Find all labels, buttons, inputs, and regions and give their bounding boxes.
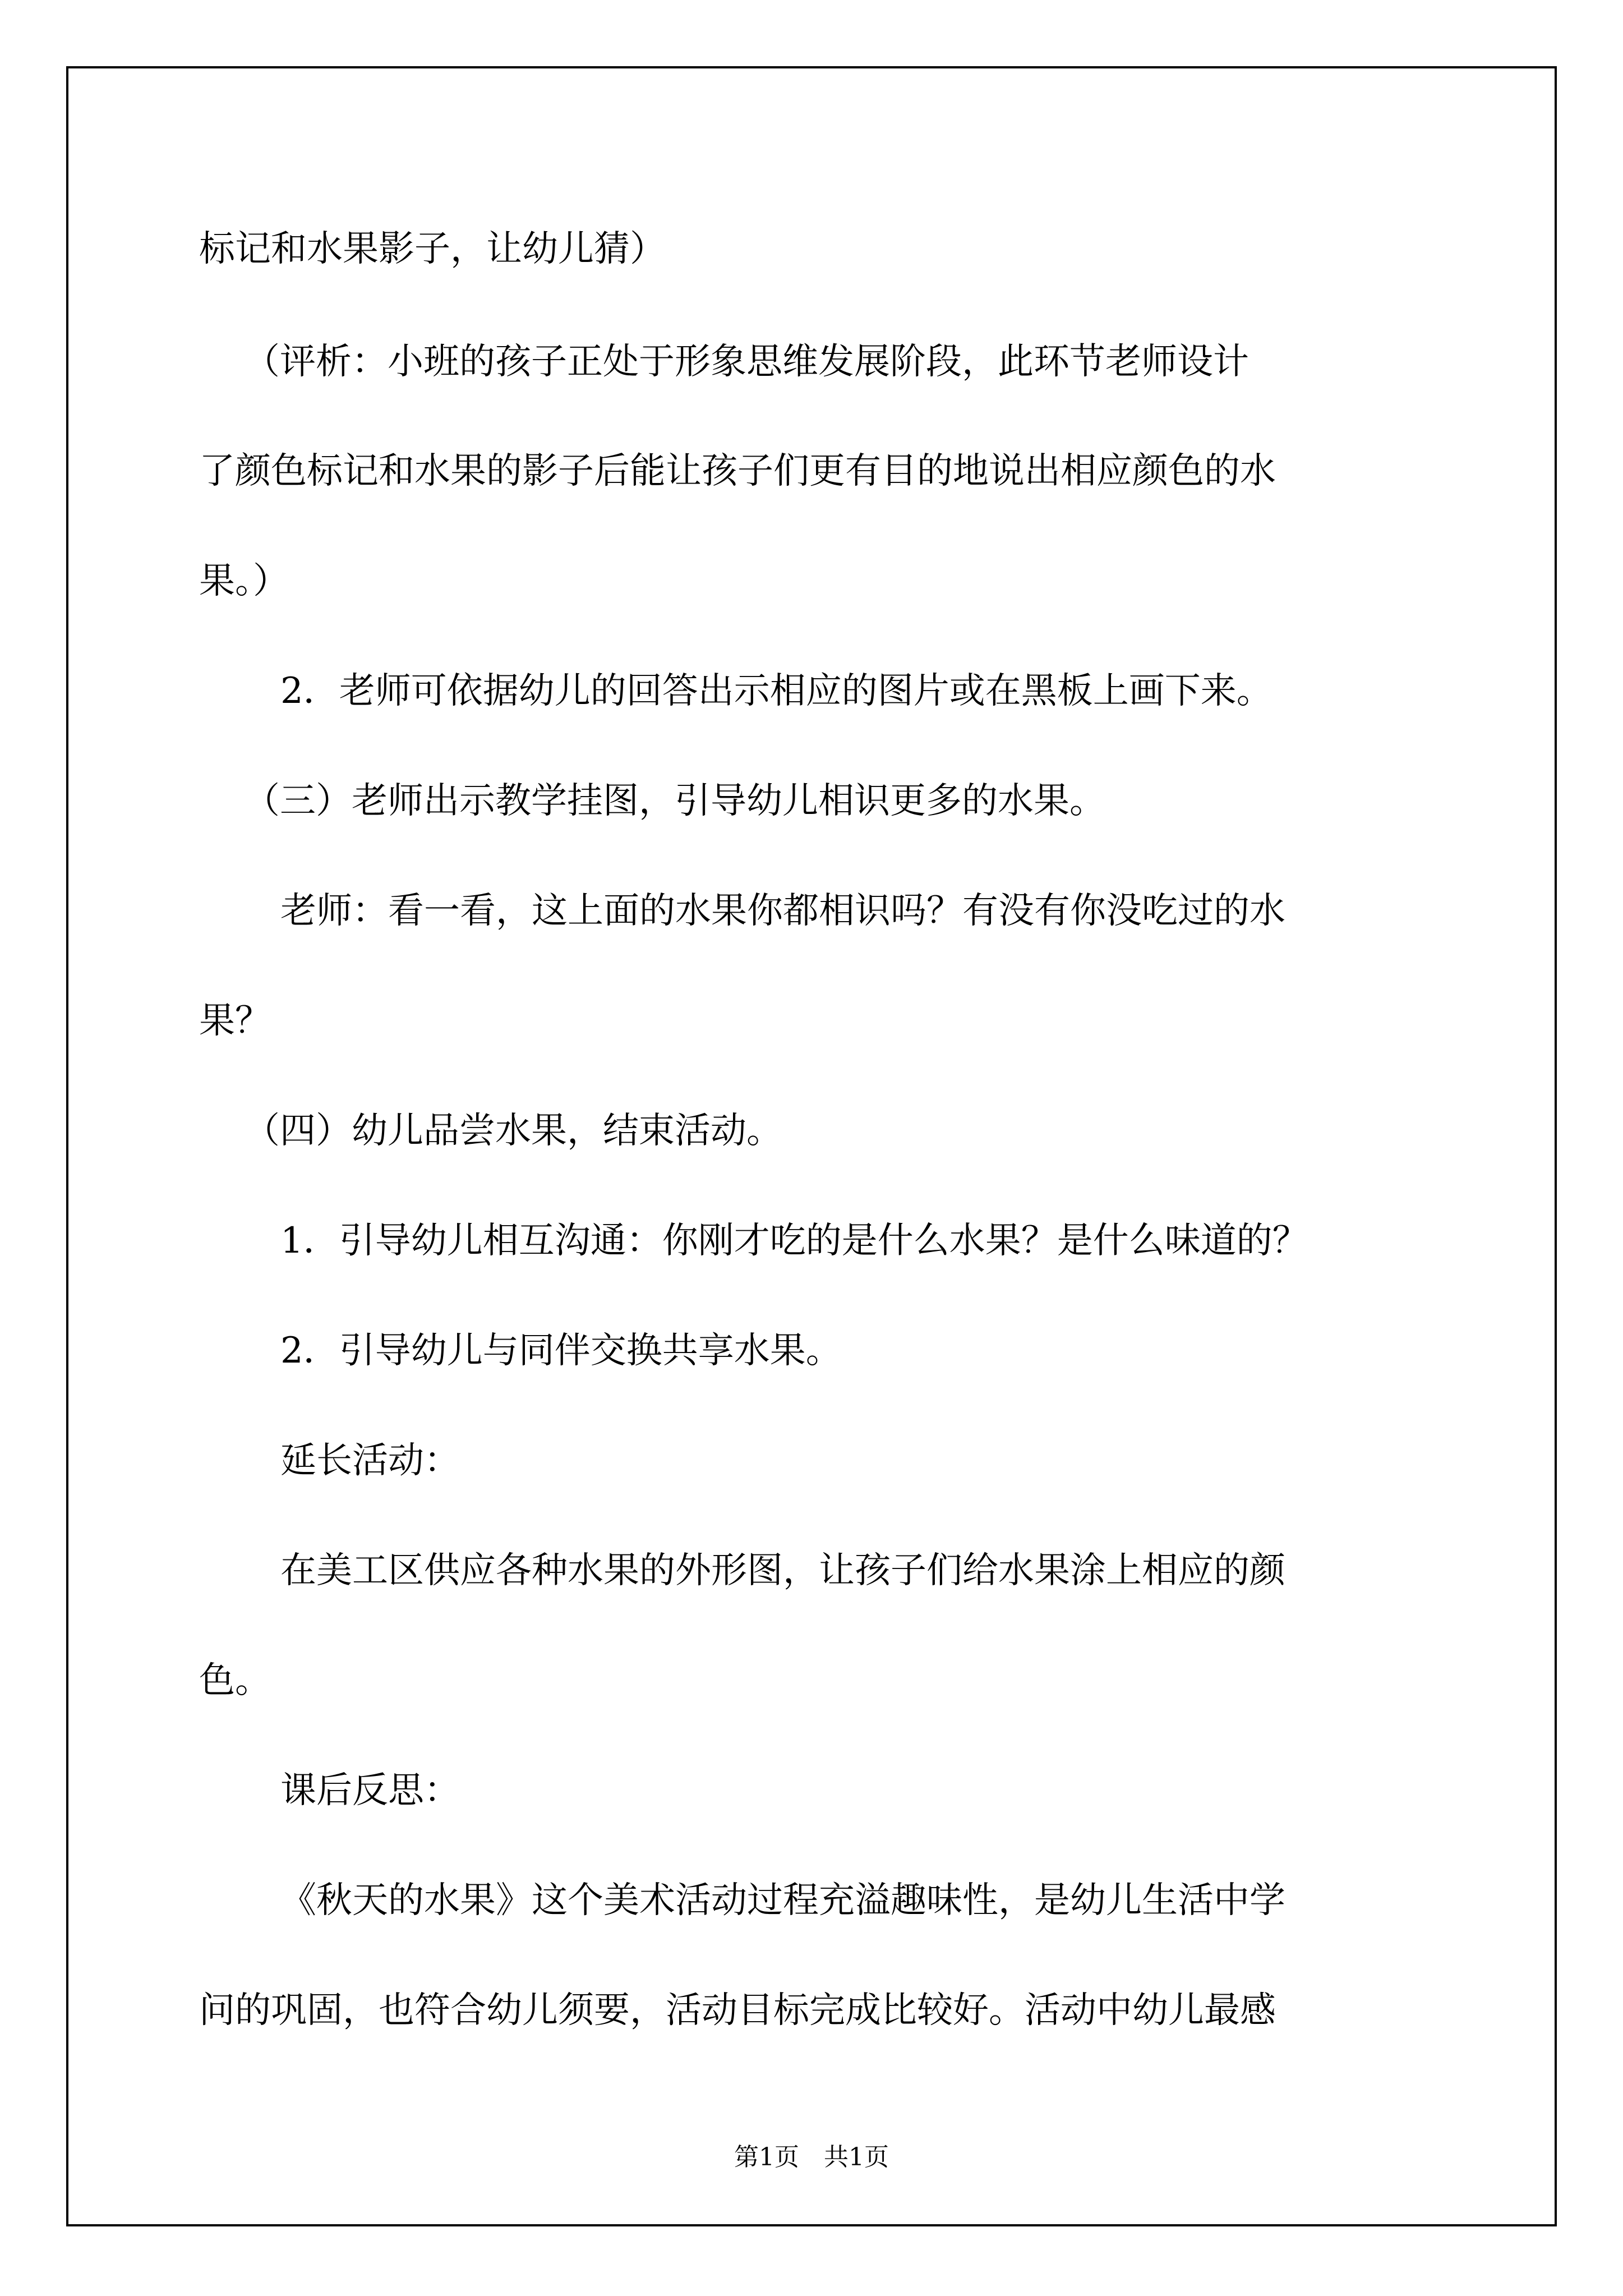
text-line-16: 《秋天的水果》这个美术活动过程充溢趣味性，是幼儿生活中学 [280, 1880, 1285, 1921]
text-line-7: 老师：看一看，这上面的水果你都相识吗？有没有你没吃过的水 [280, 890, 1285, 932]
text-line-3: 了颜色标记和水果的影子后能让孩子们更有目的地说出相应颜色的水 [199, 450, 1276, 492]
text-line-11: 2．引导幼儿与同伴交换共享水果。 [280, 1330, 842, 1372]
page-number-footer: 第1页 共1页 [734, 2143, 889, 2171]
text-line-14: 色。 [199, 1660, 271, 1701]
text-line-1: 标记和水果影子，让幼儿猜） [199, 228, 666, 270]
text-line-15: 课后反思： [280, 1770, 460, 1811]
text-line-10: 1．引导幼儿相互沟通：你刚才吃的是什么水果？是什么味道的？ [280, 1220, 1308, 1262]
text-line-13: 在美工区供应各种水果的外形图，让孩子们给水果涂上相应的颜 [280, 1550, 1285, 1591]
text-line-2: （评析：小班的孩子正处于形象思维发展阶段，此环节老师设计 [244, 341, 1249, 383]
text-line-9: （四）幼儿品尝水果，结束活动。 [244, 1110, 782, 1152]
text-line-4: 果。） [199, 560, 289, 602]
text-line-12: 延长活动： [280, 1440, 460, 1481]
text-line-6: （三）老师出示教学挂图，引导幼儿相识更多的水果。 [244, 780, 1105, 822]
text-line-17: 问的巩固，也符合幼儿须要，活动目标完成比较好。活动中幼儿最感 [199, 1990, 1276, 2031]
text-line-8: 果？ [199, 1000, 271, 1042]
text-line-5: 2．老师可依据幼儿的回答出示相应的图片或在黑板上画下来。 [280, 670, 1272, 712]
